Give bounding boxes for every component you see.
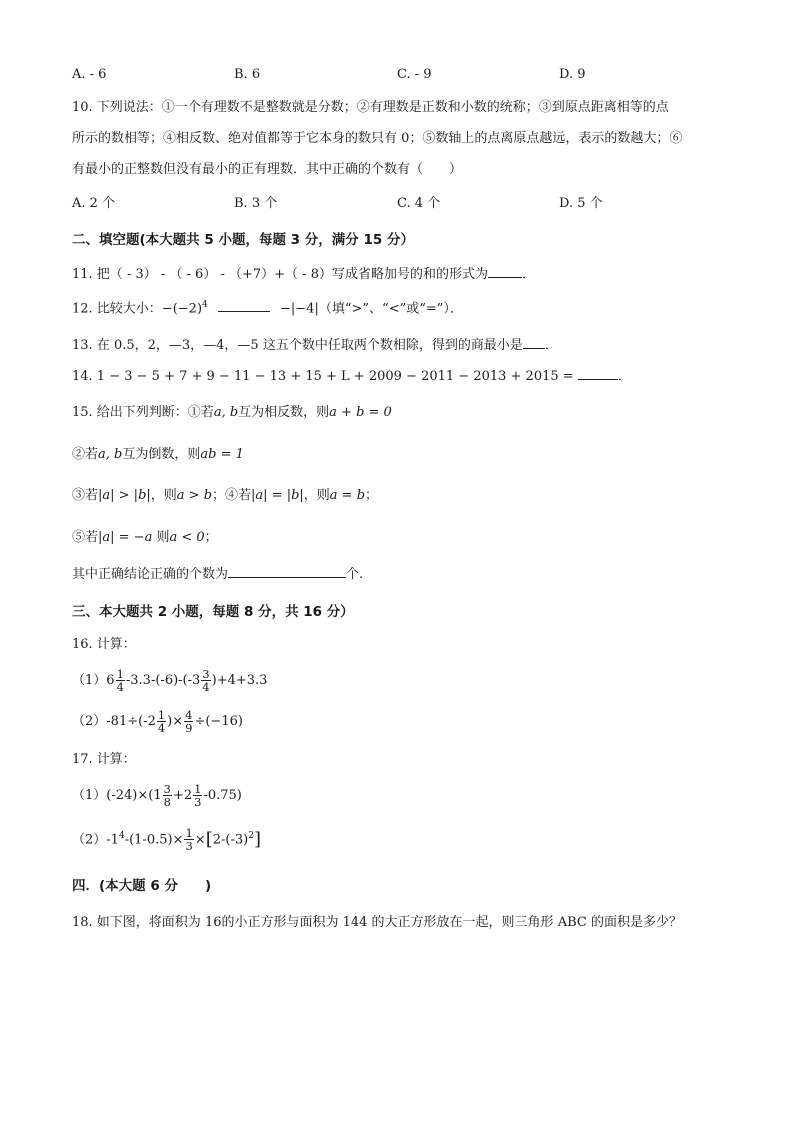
q15-line3-res2: a = b <box>329 488 366 503</box>
q16-p1-fraction-1 <box>116 668 125 693</box>
q15-line4-mid: 则 <box>152 530 170 545</box>
fraction-denominator: 4 <box>202 680 210 694</box>
q17-p1-fraction-2 <box>193 783 202 808</box>
q11-end: ． <box>521 267 535 282</box>
q15-line1-vars: a, b <box>213 405 239 420</box>
fraction-denominator: 4 <box>157 721 166 735</box>
q17-p1-fraction-1 <box>163 783 172 808</box>
q17-p1-label: （1） <box>72 788 107 803</box>
q17-p2-c: × <box>194 832 206 848</box>
q15-line3-mid3: ，则 <box>303 488 330 503</box>
q10-options <box>72 192 672 210</box>
q16-p2-fraction-2 <box>184 709 193 734</box>
q17-p2-b: -(1-0.5)× <box>124 832 184 848</box>
q10-option-d: D. 5 个 <box>559 196 603 211</box>
q15-line2-prefix: ②若 <box>72 447 99 462</box>
q16-part-2 <box>72 709 243 734</box>
fraction-numerator: 3 <box>163 782 171 796</box>
fraction-denominator: 9 <box>185 721 193 735</box>
q10-option-b: B. 3 个 <box>234 196 278 211</box>
q15-line3-res: a > b <box>176 488 213 503</box>
q15-line3-eq2: |a| = |b| <box>251 488 304 503</box>
q13-end: ． <box>544 338 558 353</box>
q15-line2-vars: a, b <box>98 447 123 462</box>
fraction-numerator: 1 <box>194 782 202 796</box>
fraction-numerator: 1 <box>157 708 166 722</box>
q10-option-a: A. 2 个 <box>72 196 116 211</box>
q15-line3-prefix: ③若 <box>72 488 99 503</box>
q12-prefix: 12. 比较大小： <box>72 301 162 317</box>
q15-line2-mid: 互为倒数，则 <box>122 447 201 462</box>
q15-line2-eq: ab = 1 <box>200 447 244 462</box>
q9-option-d: D. 9 <box>559 67 586 82</box>
fraction-numerator: 4 <box>185 708 193 722</box>
q16-p2-fraction-1 <box>157 709 166 734</box>
q15-line4-res: a < 0 <box>169 530 205 545</box>
q17-p2-exponent: 4 <box>118 831 125 841</box>
q14-text: 14. 1 − 3 − 5 + 7 + 9 − 11 − 13 + 15 + L + 2009 − 2011 − 2013 + 2015 = <box>72 369 578 384</box>
q16-p1-label: （1） <box>72 673 107 688</box>
q10-line-2: 所示的数相等；④相反数、绝对值都等于它本身的数只有 0；⑤数轴上的点离原点越远，表示的数越大；⑥ <box>72 131 683 146</box>
q16-p2-b: )× <box>167 714 184 729</box>
q15-line-5 <box>72 565 363 584</box>
q12-blank <box>218 299 270 312</box>
q18: 18. 如下图，将面积为 16的小正方形与面积为 144 的大正方形放在一起，则三角形 ABC 的面积是多少？ <box>72 915 682 930</box>
q12-exponent: 4 <box>202 300 208 310</box>
q13 <box>72 336 558 355</box>
q12-left-expr: −(−2) <box>161 301 203 317</box>
q15-line3-mid2: ；④若 <box>212 488 252 503</box>
q17-p1-a: (-24)×(1 <box>106 788 162 803</box>
q9-option-c: C. - 9 <box>397 67 432 82</box>
q16-p1-whole: 6 <box>106 673 115 688</box>
q15-line5-end: 个. <box>346 567 364 582</box>
q9-option-a: A. - 6 <box>72 67 107 82</box>
q15-blank <box>228 565 346 578</box>
q12-right-expr: −|−4| <box>280 301 319 317</box>
q11-blank <box>488 265 522 278</box>
q10-option-c: C. 4 个 <box>397 196 441 211</box>
q16-part-1 <box>72 668 267 693</box>
q14-blank <box>578 367 618 380</box>
q15-line4-end: ； <box>204 530 218 545</box>
q16-p2-c: ÷(−16) <box>194 714 243 729</box>
q13-text: 13. 在 0.5，2，—3，—4，—5 这五个数中任取两个数相除，得到的商最小是 <box>72 338 523 353</box>
q15-line4-prefix: ⑤若 <box>72 530 99 545</box>
q10-line-1: 10. 下列说法：①一个有理数不是整数就是分数；②有理数是正数和小数的统称；③到原点距离相等的点 <box>72 100 669 115</box>
q13-blank <box>523 336 545 349</box>
q17-title: 17. 计算： <box>72 752 136 767</box>
q17-part-1 <box>72 783 242 808</box>
q12 <box>72 296 463 318</box>
q16-p1-mid: -3.3-(-6)-(-3 <box>125 673 201 688</box>
q16-p2-label: （2） <box>72 714 107 729</box>
q16-p1-end: )+4+3.3 <box>211 673 268 688</box>
q15-line1-prefix: 15. 给出下列判断：①若 <box>72 405 214 420</box>
fraction-denominator: 8 <box>163 795 171 809</box>
fraction-numerator: 3 <box>202 667 210 681</box>
q17-p2-fraction <box>184 827 193 852</box>
q15-line4-eq: |a| = −a <box>98 530 153 545</box>
q16-title: 16. 计算： <box>72 637 136 652</box>
q15-line1-eq: a + b = 0 <box>329 405 392 420</box>
section-3-title: 三、本大题共 2 小题，每题 8 分，共 16 分） <box>72 604 354 620</box>
q10-line-3: 有最小的正整数但没有最小的正有理数．其中正确的个数有（ ） <box>72 162 463 177</box>
q9-option-b: B. 6 <box>234 67 261 82</box>
q12-hint: （填“>”、“<”或“=”）． <box>318 301 463 317</box>
q17-p2-a: -1 <box>106 832 119 848</box>
q16-p2-a: -81÷(-2 <box>106 714 156 729</box>
q17-p2-exponent-2: 2 <box>248 831 254 841</box>
q17-p2-left-bracket: [ <box>205 828 213 850</box>
q17-p2-label: （2） <box>72 832 107 848</box>
q17-p2-inner: 2-(-3) <box>212 832 249 848</box>
q15-line3-end: ； <box>365 488 379 503</box>
q15-line-4 <box>72 529 218 547</box>
q15-line3-mid: ，则 <box>150 488 177 503</box>
q17-part-2 <box>72 823 261 853</box>
fraction-numerator: 1 <box>185 826 193 841</box>
fraction-numerator: 1 <box>116 667 124 681</box>
q14 <box>72 367 631 386</box>
q17-p2-right-bracket: ] <box>253 828 261 850</box>
fraction-denominator: 3 <box>185 839 193 854</box>
q11 <box>72 265 535 284</box>
q11-text: 11. 把（ - 3） - （ - 6） - （+7）+（ - 8）写成省略加号的和的形式为 <box>72 267 488 282</box>
q16-p1-fraction-2 <box>201 668 210 693</box>
q17-p1-c: -0.75) <box>203 788 242 803</box>
q15-line5-text: 其中正确结论正确的个数为 <box>72 567 229 582</box>
fraction-denominator: 3 <box>194 795 202 809</box>
q9-options <box>72 67 672 85</box>
section-2-title: 二、填空题(本大题共 5 小题，每题 3 分，满分 15 分） <box>72 232 414 248</box>
section-4-title: 四．(本大题 6 分 ) <box>72 878 212 894</box>
q15-line1-mid: 互为相反数，则 <box>238 405 330 420</box>
fraction-denominator: 4 <box>116 680 124 694</box>
q17-p1-b: +2 <box>172 788 193 803</box>
q15-line-3 <box>72 487 378 505</box>
q15-line-1 <box>72 404 392 422</box>
q14-end: ． <box>617 369 631 384</box>
q15-line-2 <box>72 446 244 464</box>
q15-line3-eq: |a| > |b| <box>98 488 151 503</box>
